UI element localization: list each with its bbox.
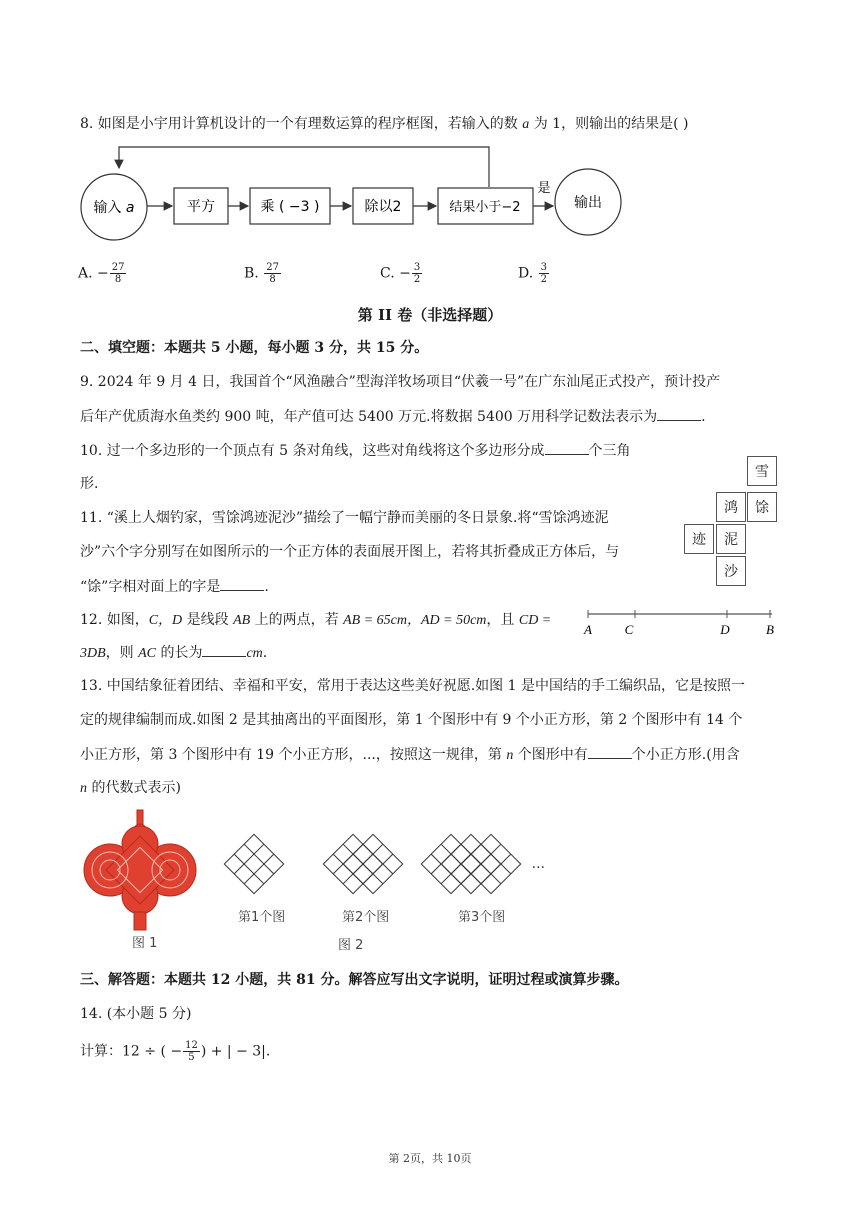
ellipsis: ...	[531, 856, 545, 872]
net-cell: 馀	[747, 492, 777, 522]
point-label: B	[766, 622, 774, 637]
option-a[interactable]: A. − $\frac{27}{8}$	[78, 262, 125, 285]
box-square-label: 平方	[187, 199, 215, 215]
q12-line1: 12. 如图，C，D 是线段 AB 上的两点，若 AB = 65cm，AD = 50cm，且 CD =	[80, 612, 552, 628]
chinese-knot-image	[78, 808, 202, 932]
fig-caption-3: 第3个图	[458, 910, 506, 925]
answer-blank[interactable]	[202, 642, 246, 657]
option-b[interactable]: B. $\frac{27}{8}$	[244, 262, 279, 285]
net-cell: 迹	[684, 524, 714, 554]
box-divide-label: 除以2	[364, 199, 402, 215]
segment-figure	[580, 604, 780, 638]
q11-line2: 沙”六个字分别写在如图所示的一个正方体的表面展开图上，若将其折叠成正方体后，与	[80, 544, 620, 560]
point-label: D	[720, 622, 730, 637]
answer-blank[interactable]	[545, 440, 589, 455]
q8-text: 8. 如图是小宇用计算机设计的一个有理数运算的程序框图，若输入的数 a 为 1，则输出的结果是( )	[80, 116, 689, 132]
q13-line3: 小正方形，第 3 个图形中有 19 个小正方形，...，按照这一规律，第 n 个图形中有 个小正方形.(用含	[80, 744, 740, 766]
q10-line1: 10. 过一个多边形的一个顶点有 5 条对角线，这些对角线将这个多边形分成 个三角	[80, 440, 631, 461]
option-d[interactable]: D. $\frac{3}{2}$	[518, 262, 548, 285]
net-cell: 雪	[747, 456, 777, 486]
box-condition-label: 结果小于−2	[449, 200, 521, 215]
page-footer: 第 2页，共 10页	[388, 1152, 472, 1165]
fig-caption-1: 第1个图	[238, 910, 286, 925]
q9-line2: 后年产优质海水鱼类约 900 吨，年产值可达 5400 万元.将数据 5400 万用科学记数法表示为 .	[80, 406, 706, 427]
point-label: A	[584, 622, 592, 637]
q9-line1: 9. 2024 年 9 月 4 日，我国首个“风渔融合”型海洋牧场项目“伏羲一号”在广东汕尾正式投产，预计投产	[80, 374, 721, 390]
section3-heading: 三、解答题：本题共 12 小题，共 81 分。解答应写出文字说明，证明过程或演算步骤。	[80, 972, 629, 988]
option-c[interactable]: C. − $\frac{3}{2}$	[380, 262, 421, 285]
input-label: 输入 a	[93, 200, 135, 216]
q13-line4: n 的代数式表示)	[80, 780, 181, 796]
answer-blank[interactable]	[220, 576, 264, 591]
loop-arrow	[119, 147, 489, 187]
net-cell: 沙	[716, 556, 746, 586]
q12-line2: 3DB，则 AC 的长为 cm.	[80, 642, 267, 664]
q14-calc: 计算：12 ÷ ( − $\frac{12}{5}$ ) + | − 3|.	[80, 1040, 271, 1063]
q14-head: 14. (本小题 5 分)	[80, 1006, 192, 1022]
net-cell: 泥	[716, 524, 746, 554]
q13-line2: 定的规律编制而成.如图 2 是其抽离出的平面图形，第 1 个图形中有 9 个小正方形，第 2 个图形中有 14 个	[80, 712, 743, 728]
point-label: C	[624, 622, 634, 637]
answer-blank[interactable]	[657, 406, 701, 421]
q10-line2: 形.	[80, 476, 99, 492]
q8-flowchart	[78, 140, 648, 255]
net-cell: 鸿	[716, 492, 746, 522]
box-multiply-label: 乘 ( −3 )	[260, 199, 320, 215]
q11-line3: “馀”字相对面上的字是 .	[80, 576, 269, 597]
fig-caption-2: 第2个图	[342, 910, 390, 925]
fig1-label: 图 1	[132, 936, 158, 951]
output-label: 输出	[574, 195, 602, 211]
fig2-label: 图 2	[338, 938, 364, 953]
section2-heading: 二、填空题：本题共 5 小题，每小题 3 分，共 15 分。	[80, 340, 429, 356]
part2-title: 第 II 卷（非选择题）	[357, 306, 503, 324]
lattice-figures	[210, 828, 545, 904]
q11-line1: 11. “溪上人烟钓家，雪馀鸿迹泥沙”描绘了一幅宁静而美丽的冬日景象.将“雪馀鸿迹泥	[80, 510, 609, 526]
q13-line1: 13. 中国结象征着团结、幸福和平安，常用于表达这些美好祝愿.如图 1 是中国结的手工编织品，它是按照一	[80, 678, 745, 694]
answer-blank[interactable]	[588, 744, 632, 759]
yes-label: 是	[537, 181, 551, 196]
